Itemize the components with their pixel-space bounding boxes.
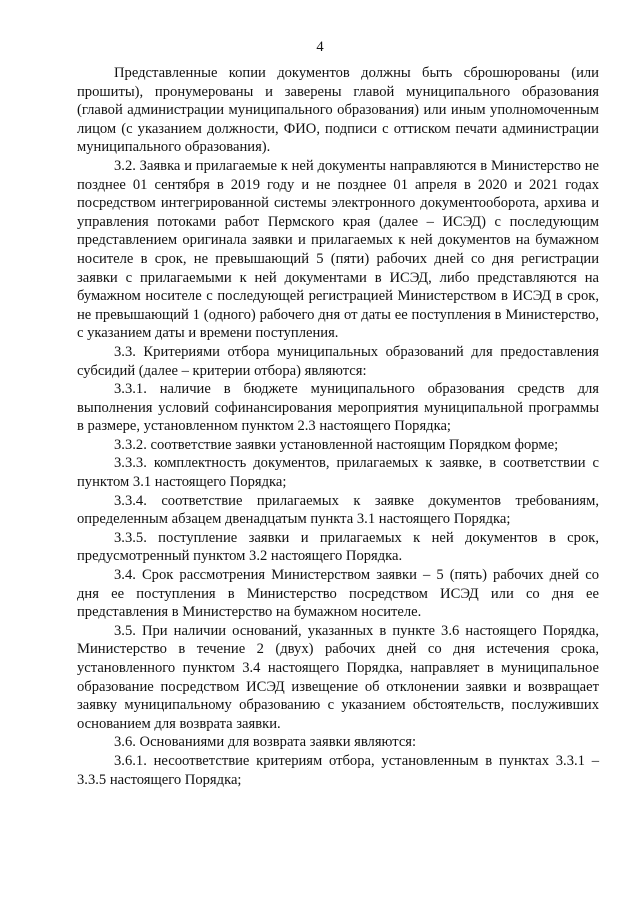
paragraph-3-6-1: 3.6.1. несоответствие критериям отбора, установленным в пунктах 3.3.1 – 3.3.5 настоящего Порядка; <box>77 752 599 788</box>
paragraph-copies-requirements: Представленные копии документов должны быть сброшюрованы (или прошиты), пронумерованы и заверены главой муниципального образования (главой администрации муниципального образования) или иным уполномоченным лицом (с указанием должности, ФИО, подписи с оттиском печати администрации муниципального образования). <box>77 65 599 156</box>
paragraph-3-3-5: 3.3.5. поступление заявки и прилагаемых к ней документов в срок, предусмотренный пунктом 3.2 настоящего Порядка. <box>77 529 599 565</box>
page-number: 4 <box>316 39 324 55</box>
paragraph-3-6: 3.6. Основаниями для возврата заявки являются: <box>114 734 417 751</box>
paragraph-3-2: 3.2. Заявка и прилагаемые к ней документы направляются в Министерство не позднее 01 сентября в 2019 году и не позднее 01 апреля в 2020 и 2021 годах посредством интегрированной системы электронного документооборота, архива и управления потоками работ Пермского края (далее – ИСЭД) с последующим представлением оригинала заявки и прилагаемых к ней документов на бумажном носителе в срок, не превышающий 5 (пяти) рабочих дней со дня регистрации заявки с прилагаемыми к ней документами в ИСЭД, либо представляются на бумажном носителе с последующей регистрацией Министерством в ИСЭД в срок, не превышающий 1 (одного) рабочего дня от даты ее поступления в Министерство, с указанием даты и времени поступления. <box>77 157 599 342</box>
paragraph-3-3-2: 3.3.2. соответствие заявки установленной настоящим Порядком форме; <box>114 436 559 453</box>
document-body <box>77 64 599 789</box>
paragraph-3-4: 3.4. Срок рассмотрения Министерством заявки – 5 (пять) рабочих дней со дня ее поступления в Министерство посредством ИСЭД или со дня ее представления в Министерство на бумажном носителе. <box>77 567 599 621</box>
paragraph-3-3-1: 3.3.1. наличие в бюджете муниципального образования средств для выполнения условий софинансирования мероприятия муниципальной программы в размере, установленном пунктом 2.3 настоящего Порядка; <box>77 381 599 435</box>
paragraph-3-5: 3.5. При наличии оснований, указанных в пункте 3.6 настоящего Порядка, Министерство в течение 2 (двух) рабочих дней со дня истечения срока, установленного пунктом 3.4 настоящего Порядка, направляет в муниципальное образование посредством ИСЭД извещение об отклонении заявки и возвращает заявку муниципальному образованию с указанием обстоятельств, послуживших основанием для возврата заявки. <box>77 622 599 732</box>
paragraph-3-3-3: 3.3.3. комплектность документов, прилагаемых к заявке, в соответствии с пунктом 3.1 настоящего Порядка; <box>77 455 599 491</box>
paragraph-3-3: 3.3. Критериями отбора муниципальных образований для предоставления субсидий (далее – критерии отбора) являются: <box>77 343 599 379</box>
paragraph-3-3-4: 3.3.4. соответствие прилагаемых к заявке документов требованиям, определенным абзацем двенадцатым пункта 3.1 настоящего Порядка; <box>77 492 599 528</box>
